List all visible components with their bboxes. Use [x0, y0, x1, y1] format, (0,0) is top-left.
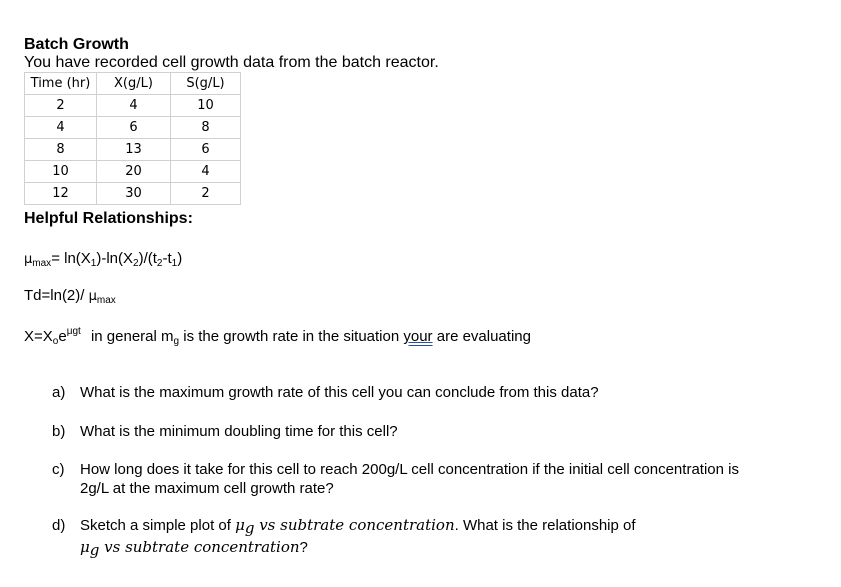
mumax-subscript: max — [32, 258, 52, 269]
section-title: Batch Growth — [24, 36, 129, 53]
formula-note: is the growth rate in the situation — [179, 328, 404, 345]
question-text: . What is the relationship of — [454, 517, 636, 534]
math-expression: vs subtrate concentration — [99, 538, 300, 556]
exponential-growth-formula — [24, 326, 531, 347]
cell-time: 12 — [25, 183, 97, 205]
relationships-heading: Helpful Relationships: — [24, 210, 193, 227]
note-subscript: g — [173, 336, 180, 347]
question-text: What is the maximum growth rate of this cell you can conclude from this data? — [80, 384, 599, 401]
doubling-time-formula — [24, 287, 116, 306]
math-expression: vs subtrate concentration — [254, 516, 455, 534]
cell-s: 8 — [171, 117, 241, 139]
question-text-line1: How long does it take for this cell to reach 200g/L cell concentration if the initial cell concentration is — [80, 461, 739, 478]
formula-subscript: 1 — [90, 258, 97, 269]
formula-subscript: 1 — [171, 258, 178, 269]
cell-x: 30 — [97, 183, 171, 205]
cell-x: 13 — [97, 139, 171, 161]
header-x: X(g/L) — [97, 73, 171, 95]
question-label: b) — [52, 423, 66, 440]
question-label: c) — [52, 461, 65, 478]
cell-time: 10 — [25, 161, 97, 183]
question-text: Sketch a simple plot of — [80, 517, 236, 534]
table-header-row — [25, 73, 241, 95]
cell-s: 6 — [171, 139, 241, 161]
header-s: S(g/L) — [171, 73, 241, 95]
cell-time: 2 — [25, 95, 97, 117]
mu-symbol: μ — [24, 252, 33, 267]
question-text: ? — [299, 539, 308, 556]
math-mu: μ — [235, 516, 245, 534]
table-row — [25, 183, 241, 205]
cell-x: 6 — [97, 117, 171, 139]
table-row — [25, 139, 241, 161]
question-text-line1 — [80, 516, 636, 537]
math-subscript: g — [244, 519, 255, 537]
header-time: Time (hr) — [25, 73, 97, 95]
math-mu: μ — [80, 538, 90, 556]
intro-text: You have recorded cell growth data from the batch reactor. — [24, 54, 439, 71]
table-row — [25, 161, 241, 183]
cell-s: 4 — [171, 161, 241, 183]
formula-part: X=X — [24, 328, 53, 345]
formula-part: Td=ln(2)/ — [24, 287, 89, 304]
formula-subscript: o — [52, 336, 59, 347]
mu-symbol: μ — [88, 289, 97, 304]
mumax-formula — [24, 250, 182, 269]
cell-time: 8 — [25, 139, 97, 161]
question-text-line2 — [80, 538, 308, 559]
spellcheck-word: your — [403, 328, 433, 345]
formula-part: )/(t — [138, 250, 157, 267]
formula-part: = ln(X — [51, 250, 91, 267]
formula-part: e — [58, 328, 67, 345]
formula-note: in general m — [90, 328, 174, 345]
formula-subscript: 2 — [156, 258, 163, 269]
cell-s: 10 — [171, 95, 241, 117]
question-text: What is the minimum doubling time for this cell? — [80, 423, 398, 440]
math-subscript: g — [89, 541, 100, 559]
formula-part: -t — [162, 250, 172, 267]
exponent: μgt — [66, 326, 81, 337]
formula-subscript: 2 — [133, 258, 139, 269]
formula-note: are evaluating — [432, 328, 531, 345]
table-row — [25, 95, 241, 117]
table-row — [25, 117, 241, 139]
growth-data-table — [24, 72, 241, 205]
cell-time: 4 — [25, 117, 97, 139]
cell-x: 4 — [97, 95, 171, 117]
formula-part: )-ln(X — [96, 250, 134, 267]
cell-s: 2 — [171, 183, 241, 205]
question-label: d) — [52, 517, 66, 534]
cell-x: 20 — [97, 161, 171, 183]
question-text-line2: 2g/L at the maximum cell growth rate? — [80, 480, 334, 497]
mumax-subscript: max — [96, 295, 116, 306]
formula-part: ) — [177, 250, 183, 267]
question-label: a) — [52, 384, 66, 401]
